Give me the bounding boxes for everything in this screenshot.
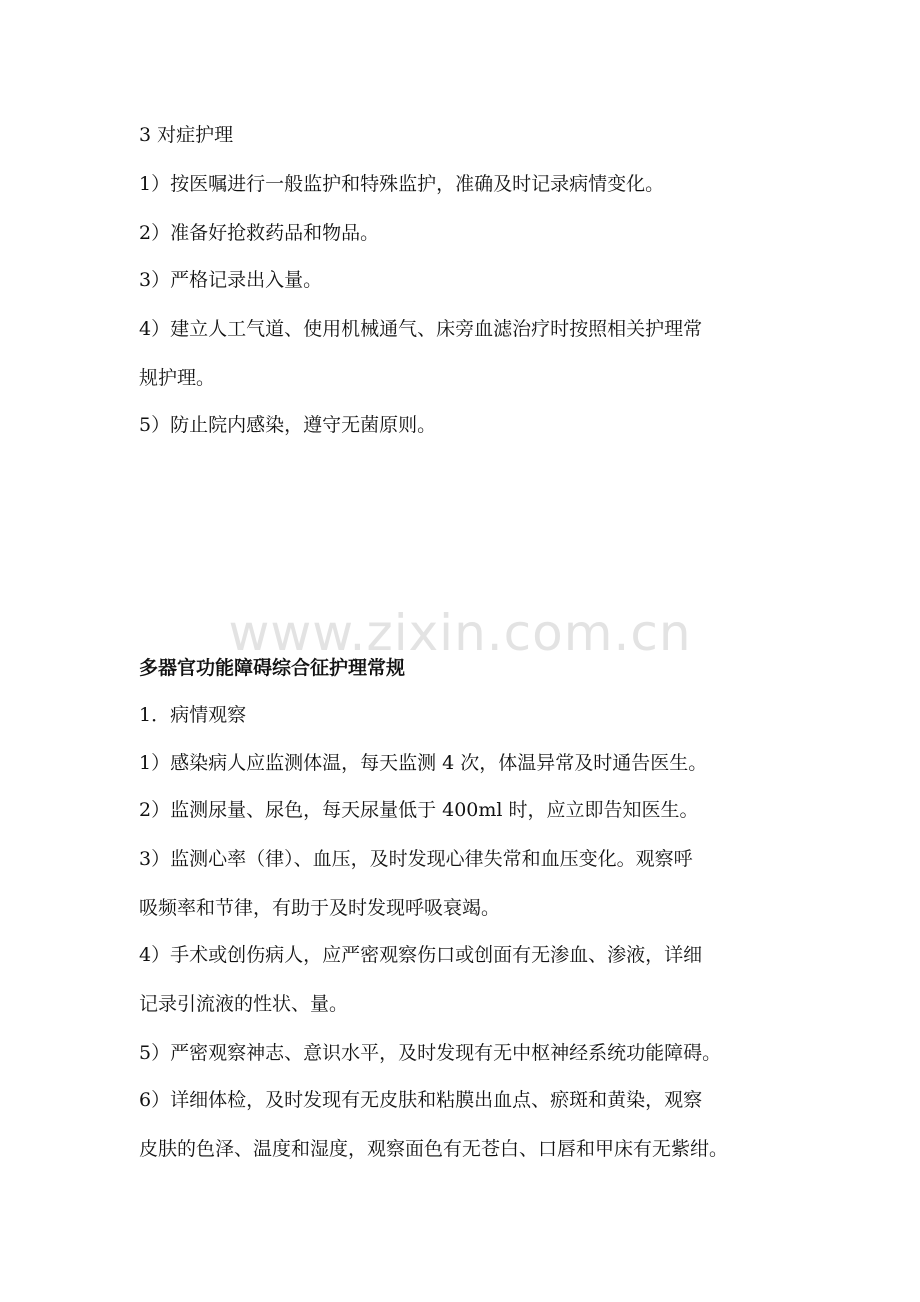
watermark: www.zixin.com.cn — [228, 604, 692, 662]
paragraph-line: 吸频率和节律，有助于及时发现呼吸衰竭。 — [139, 897, 501, 919]
paragraph-line: 4）建立人工气道、使用机械通气、床旁血滤治疗时按照相关护理常 — [139, 318, 703, 340]
paragraph-line: 1）感染病人应监测体温，每天监测 4 次，体温异常及时通告医生。 — [139, 752, 708, 774]
document-title: 多器官功能障碍综合征护理常规 — [139, 657, 406, 679]
paragraph-line: 5）严密观察神志、意识水平，及时发现有无中枢神经系统功能障碍。 — [139, 1042, 722, 1064]
paragraph-line: 规护理。 — [139, 367, 216, 389]
paragraph-line: 4）手术或创伤病人，应严密观察伤口或创面有无渗血、渗液，详细 — [139, 944, 703, 966]
section-heading-symptomatic-care: 3 对症护理 — [139, 124, 234, 146]
section-subheading: 1．病情观察 — [139, 704, 247, 726]
paragraph-line: 记录引流液的性状、量。 — [139, 993, 349, 1015]
paragraph-line: 6）详细体检，及时发现有无皮肤和粘膜出血点、瘀斑和黄染，观察 — [139, 1089, 703, 1111]
paragraph-line: 3）严格记录出入量。 — [139, 269, 323, 291]
paragraph-line: 5）防止院内感染，遵守无菌原则。 — [139, 414, 437, 436]
paragraph-line: 皮肤的色泽、温度和湿度，观察面色有无苍白、口唇和甲床有无紫绀。 — [139, 1138, 729, 1160]
paragraph-line: 3）监测心率（律）、血压，及时发现心律失常和血压变化。观察呼 — [139, 848, 693, 870]
paragraph-line: 2）监测尿量、尿色，每天尿量低于 400ml 时，应立即告知医生。 — [139, 799, 699, 821]
paragraph-line: 2）准备好抢救药品和物品。 — [139, 222, 380, 244]
paragraph-line: 1）按医嘱进行一般监护和特殊监护，准确及时记录病情变化。 — [139, 173, 665, 195]
